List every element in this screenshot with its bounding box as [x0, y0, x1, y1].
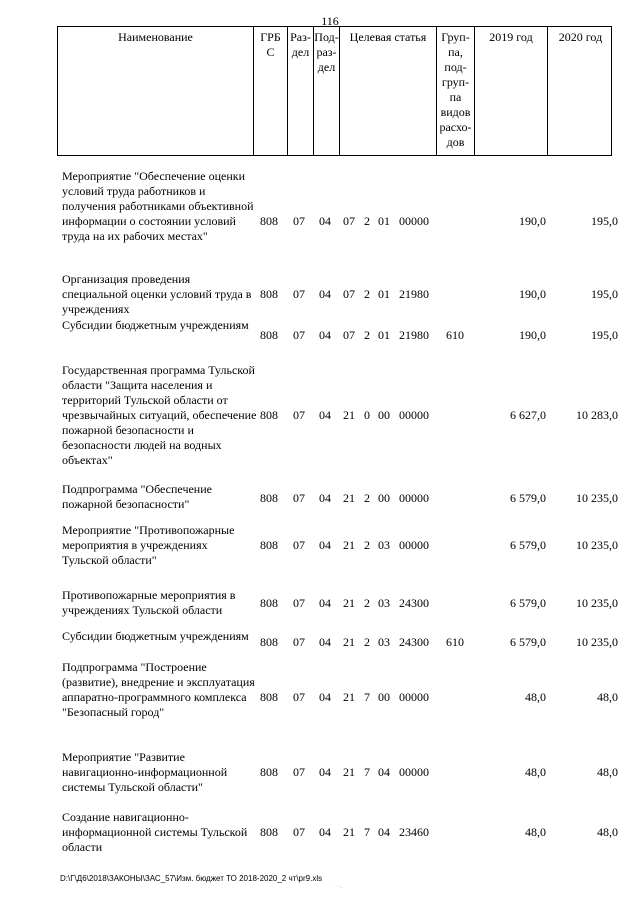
row-cs-event: 04 [378, 825, 390, 839]
row-value-2020: 10 235,0 [576, 635, 618, 649]
row-podrazdel: 04 [319, 408, 331, 422]
header-2019: 2019 год [475, 27, 548, 155]
row-name: Мероприятие "Развитие навигационно-информационной системы Тульской области" [62, 750, 228, 794]
row-grbs: 808 [260, 287, 278, 301]
row-razdel: 07 [293, 538, 305, 552]
row-cs-program: 21 [343, 538, 355, 552]
header-razdel: Раз- дел [288, 27, 314, 155]
row-value-2020: 195,0 [591, 287, 618, 301]
row-value-2019: 190,0 [519, 328, 546, 342]
row-value-2020: 48,0 [597, 765, 618, 779]
row-cs-direction: 00000 [399, 214, 429, 228]
row-vid: 610 [446, 328, 464, 342]
header-grbs: ГРБ С [254, 27, 288, 155]
row-cs-program: 07 [343, 287, 355, 301]
header-group: Груп- па, под- груп- па видов расхо- дов [437, 27, 475, 155]
row-grbs: 808 [260, 538, 278, 552]
row-cs-direction: 23460 [399, 825, 429, 839]
row-grbs: 808 [260, 214, 278, 228]
row-cs-program: 21 [343, 635, 355, 649]
row-cs-event: 03 [378, 538, 390, 552]
row-name: Субсидии бюджетным учреждениям [62, 318, 249, 332]
row-cs-sub: 2 [364, 538, 370, 552]
row-grbs: 808 [260, 825, 278, 839]
row-grbs: 808 [260, 491, 278, 505]
row-value-2019: 48,0 [525, 765, 546, 779]
row-value-2019: 6 579,0 [510, 491, 546, 505]
row-grbs: 808 [260, 596, 278, 610]
row-cs-sub: 2 [364, 635, 370, 649]
row-value-2020: 195,0 [591, 328, 618, 342]
row-name: Подпрограмма "Построение (развитие), внедрение и эксплуатация аппаратно-программного комплекса "Безопасный город" [62, 660, 255, 719]
row-cs-direction: 24300 [399, 635, 429, 649]
scan-noise: · ·. [335, 884, 342, 890]
row-cs-event: 00 [378, 491, 390, 505]
row-razdel: 07 [293, 328, 305, 342]
row-value-2020: 10 235,0 [576, 538, 618, 552]
row-cs-event: 04 [378, 765, 390, 779]
header-2020: 2020 год [558, 30, 603, 44]
row-cs-direction: 24300 [399, 596, 429, 610]
row-cs-event: 01 [378, 328, 390, 342]
row-cs-program: 21 [343, 491, 355, 505]
row-grbs: 808 [260, 328, 278, 342]
row-cs-sub: 7 [364, 690, 370, 704]
row-value-2019: 6 627,0 [510, 408, 546, 422]
row-value-2020: 10 235,0 [576, 491, 618, 505]
row-podrazdel: 04 [319, 825, 331, 839]
row-cs-sub: 2 [364, 287, 370, 301]
row-grbs: 808 [260, 690, 278, 704]
row-podrazdel: 04 [319, 765, 331, 779]
row-value-2019: 190,0 [519, 214, 546, 228]
row-value-2020: 10 283,0 [576, 408, 618, 422]
row-cs-sub: 2 [364, 328, 370, 342]
row-name: Мероприятие "Противопожарные мероприятия в учреждениях Тульской области" [62, 523, 235, 567]
row-value-2019: 6 579,0 [510, 538, 546, 552]
row-cs-direction: 00000 [399, 491, 429, 505]
row-value-2020: 48,0 [597, 690, 618, 704]
header-target: Целевая статья [340, 27, 437, 155]
row-cs-sub: 2 [364, 596, 370, 610]
row-cs-event: 03 [378, 635, 390, 649]
file-path-footer: D:\Г\Д6\2018\ЗАКОНЫ\ЗАС_57\Изм. бюджет ТО 2018-2020_2 чт\pr9.xls [60, 874, 323, 883]
row-value-2019: 6 579,0 [510, 635, 546, 649]
row-grbs: 808 [260, 635, 278, 649]
row-razdel: 07 [293, 214, 305, 228]
row-cs-direction: 21980 [399, 287, 429, 301]
row-podrazdel: 04 [319, 635, 331, 649]
row-razdel: 07 [293, 596, 305, 610]
page-number: 116 [321, 14, 339, 28]
row-value-2019: 48,0 [525, 690, 546, 704]
row-cs-direction: 21980 [399, 328, 429, 342]
row-podrazdel: 04 [319, 328, 331, 342]
row-value-2020: 48,0 [597, 825, 618, 839]
row-value-2020: 195,0 [591, 214, 618, 228]
row-cs-sub: 7 [364, 765, 370, 779]
table-header [57, 26, 612, 156]
row-value-2020: 10 235,0 [576, 596, 618, 610]
row-cs-sub: 0 [364, 408, 370, 422]
row-cs-sub: 7 [364, 825, 370, 839]
row-value-2019: 6 579,0 [510, 596, 546, 610]
row-cs-event: 00 [378, 690, 390, 704]
row-name: Организация проведения специальной оценки условий труда в учреждениях [62, 272, 252, 316]
row-podrazdel: 04 [319, 491, 331, 505]
row-cs-direction: 00000 [399, 538, 429, 552]
row-cs-program: 21 [343, 765, 355, 779]
row-cs-program: 07 [343, 328, 355, 342]
row-cs-event: 01 [378, 287, 390, 301]
row-podrazdel: 04 [319, 214, 331, 228]
row-podrazdel: 04 [319, 287, 331, 301]
row-name: Подпрограмма "Обеспечение пожарной безопасности" [62, 482, 212, 511]
row-podrazdel: 04 [319, 596, 331, 610]
row-cs-program: 21 [343, 825, 355, 839]
row-razdel: 07 [293, 635, 305, 649]
row-razdel: 07 [293, 825, 305, 839]
row-cs-program: 21 [343, 408, 355, 422]
row-razdel: 07 [293, 408, 305, 422]
row-name: Мероприятие "Обеспечение оценки условий труда работников и получения работниками объективной информации о состоянии условий труда на их рабочих местах" [62, 169, 254, 243]
row-cs-event: 00 [378, 408, 390, 422]
row-cs-direction: 00000 [399, 408, 429, 422]
row-name: Создание навигационно-информационной системы Тульской области [62, 810, 248, 854]
row-cs-sub: 2 [364, 491, 370, 505]
row-razdel: 07 [293, 690, 305, 704]
row-value-2019: 190,0 [519, 287, 546, 301]
row-cs-event: 03 [378, 596, 390, 610]
row-cs-sub: 2 [364, 214, 370, 228]
row-cs-event: 01 [378, 214, 390, 228]
row-podrazdel: 04 [319, 690, 331, 704]
row-cs-direction: 00000 [399, 765, 429, 779]
row-vid: 610 [446, 635, 464, 649]
row-grbs: 808 [260, 408, 278, 422]
row-cs-program: 07 [343, 214, 355, 228]
row-podrazdel: 04 [319, 538, 331, 552]
row-name: Государственная программа Тульской области "Защита населения и территорий Тульской области от чрезвычайных ситуаций, обеспечение пожарной безопасности и безопасности людей на водных объектах" [62, 363, 257, 467]
row-value-2019: 48,0 [525, 825, 546, 839]
row-razdel: 07 [293, 491, 305, 505]
row-cs-direction: 00000 [399, 690, 429, 704]
row-razdel: 07 [293, 287, 305, 301]
row-name: Субсидии бюджетным учреждениям [62, 629, 249, 643]
row-name: Противопожарные мероприятия в учреждениях Тульской области [62, 588, 236, 617]
header-name: Наименование [58, 27, 254, 155]
row-razdel: 07 [293, 765, 305, 779]
row-grbs: 808 [260, 765, 278, 779]
header-podrazdel: Под- раз- дел [314, 27, 340, 155]
row-cs-program: 21 [343, 596, 355, 610]
row-cs-program: 21 [343, 690, 355, 704]
